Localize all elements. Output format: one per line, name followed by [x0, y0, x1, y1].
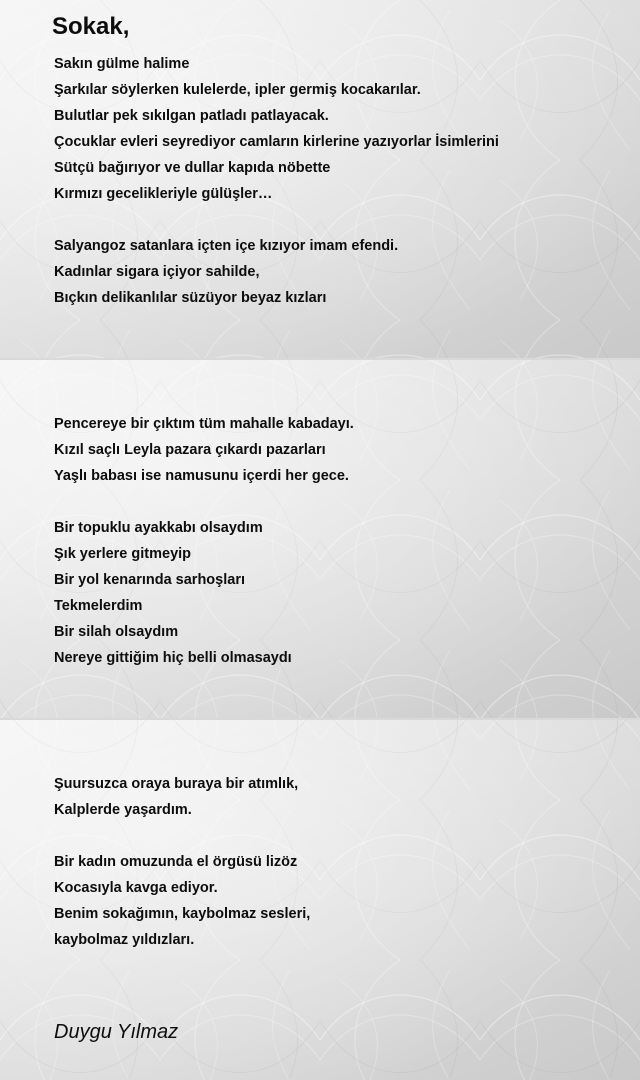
- poem-line: Tekmelerdim: [54, 598, 143, 614]
- stanza: [54, 515, 292, 671]
- poem-line: Pencereye bir çıktım tüm mahalle kabadayı.: [54, 416, 354, 432]
- poem-line: Kocasıyla kavga ediyor.: [54, 880, 218, 896]
- stanza: [54, 849, 310, 953]
- stanza: [54, 233, 398, 311]
- poem-line: Bir topuklu ayakkabı olsaydım: [54, 520, 263, 536]
- poem-line: Yaşlı babası ise namusunu içerdi her gece.: [54, 468, 349, 484]
- poem-line: Nereye gittiğim hiç belli olmasaydı: [54, 650, 292, 666]
- poem-line: Benim sokağımın, kaybolmaz sesleri,: [54, 906, 311, 922]
- poem-line: Kadınlar sigara içiyor sahilde,: [54, 264, 260, 280]
- poem-line: Bıçkın delikanlılar süzüyor beyaz kızları: [54, 290, 327, 306]
- poem-line: Kırmızı gecelikleriyle gülüşler…: [54, 186, 273, 202]
- poem-line: Çocuklar evleri seyrediyor camların kirlerine yazıyorlar İsimlerini: [54, 134, 499, 150]
- poem-line: Sütçü bağırıyor ve dullar kapıda nöbette: [54, 160, 331, 176]
- poem-line: Bulutlar pek sıkılgan patladı patlayacak.: [54, 108, 329, 124]
- poem-line: Şuursuzca oraya buraya bir atımlık,: [54, 776, 299, 792]
- poem-line: Sakın gülme halime: [54, 56, 190, 72]
- poem-line: kaybolmaz yıldızları.: [54, 932, 195, 948]
- poem-line: Salyangoz satanlara içten içe kızıyor imam efendi.: [54, 238, 399, 254]
- poem-line: Bir kadın omuzunda el örgüsü lizöz: [54, 854, 298, 870]
- poem-line: Şarkılar söylerken kulelerde, ipler germiş kocakarılar.: [54, 82, 421, 98]
- poem-title: Sokak,: [52, 13, 130, 40]
- stanza: [54, 51, 499, 207]
- poem-author: Duygu Yılmaz: [54, 1021, 179, 1043]
- stanza: [54, 771, 298, 823]
- poem-line: Bir silah olsaydım: [54, 624, 179, 640]
- poem-line: Kalplerde yaşardım.: [54, 802, 192, 818]
- poem-line: Bir yol kenarında sarhoşları: [54, 572, 245, 588]
- poem-line: Şık yerlere gitmeyip: [54, 546, 192, 562]
- stanza: [54, 411, 354, 489]
- poem-line: Kızıl saçlı Leyla pazara çıkardı pazarları: [54, 442, 326, 458]
